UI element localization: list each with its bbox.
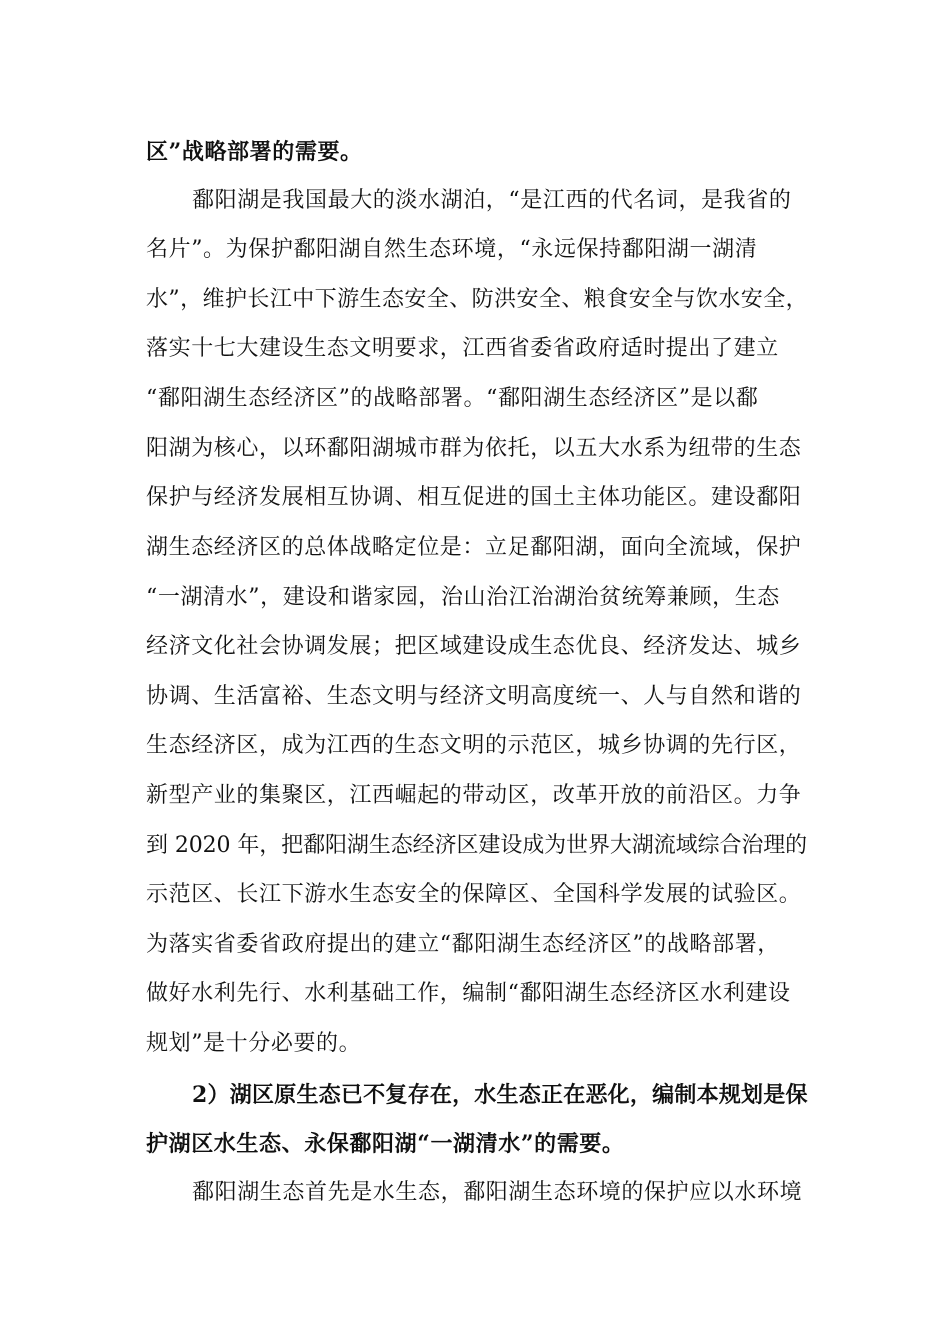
text-line: 经济文化社会协调发展；把区域建设成生态优良、经济发达、城乡: [146, 634, 802, 659]
text-line: 名片”。为保护鄱阳湖自然生态环境，“永远保持鄱阳湖一湖清: [146, 237, 758, 262]
text-line: 为落实省委省政府提出的建立“鄱阳湖生态经济区”的战略部署，: [146, 932, 780, 957]
text-line: 阳湖为核心，以环鄱阳湖城市群为依托，以五大水系为纽带的生态: [146, 436, 802, 461]
text-line: 协调、生活富裕、生态文明与经济文明高度统一、人与自然和谐的: [146, 684, 802, 709]
text-line: 湖生态经济区的总体战略定位是：立足鄱阳湖，面向全流域，保护: [146, 535, 802, 560]
text-line: 2）湖区原生态已不复存在，水生态正在恶化，编制本规划是保: [192, 1082, 808, 1108]
text-line: “一湖清水”，建设和谐家园，治山治江治湖治贫统筹兼顾，生态: [146, 585, 780, 610]
text-line: 保护与经济发展相互协调、相互促进的国土主体功能区。建设鄱阳: [146, 485, 802, 510]
text-line: 示范区、长江下游水生态安全的保障区、全国科学发展的试验区。: [146, 882, 802, 907]
text-line: 鄱阳湖生态首先是水生态，鄱阳湖生态环境的保护应以水环境: [192, 1180, 803, 1205]
text-line: 生态经济区，成为江西的生态文明的示范区，城乡协调的先行区，: [146, 733, 802, 758]
text-line: 落实十七大建设生态文明要求，江西省委省政府适时提出了建立: [146, 336, 779, 361]
text-line: 水”，维护长江中下游生态安全、防洪安全、粮食安全与饮水安全，: [146, 287, 809, 312]
text-line: 新型产业的集聚区，江西崛起的带动区，改革开放的前沿区。力争: [146, 783, 802, 808]
text-line: 护湖区水生态、永保鄱阳湖“一湖清水”的需要。: [146, 1131, 625, 1157]
text-line: 鄱阳湖是我国最大的淡水湖泊，“是江西的代名词，是我省的: [192, 188, 792, 213]
text-line: 规划”是十分必要的。: [146, 1031, 362, 1056]
text-line: 区”战略部署的需要。: [146, 139, 363, 165]
text-line: 到 2020 年，把鄱阳湖生态经济区建设成为世界大湖流域综合治理的: [146, 833, 808, 858]
text-line: 做好水利先行、水利基础工作，编制“鄱阳湖生态经济区水利建设: [146, 981, 791, 1006]
text-line: “鄱阳湖生态经济区”的战略部署。“鄱阳湖生态经济区”是以鄱: [146, 386, 759, 411]
